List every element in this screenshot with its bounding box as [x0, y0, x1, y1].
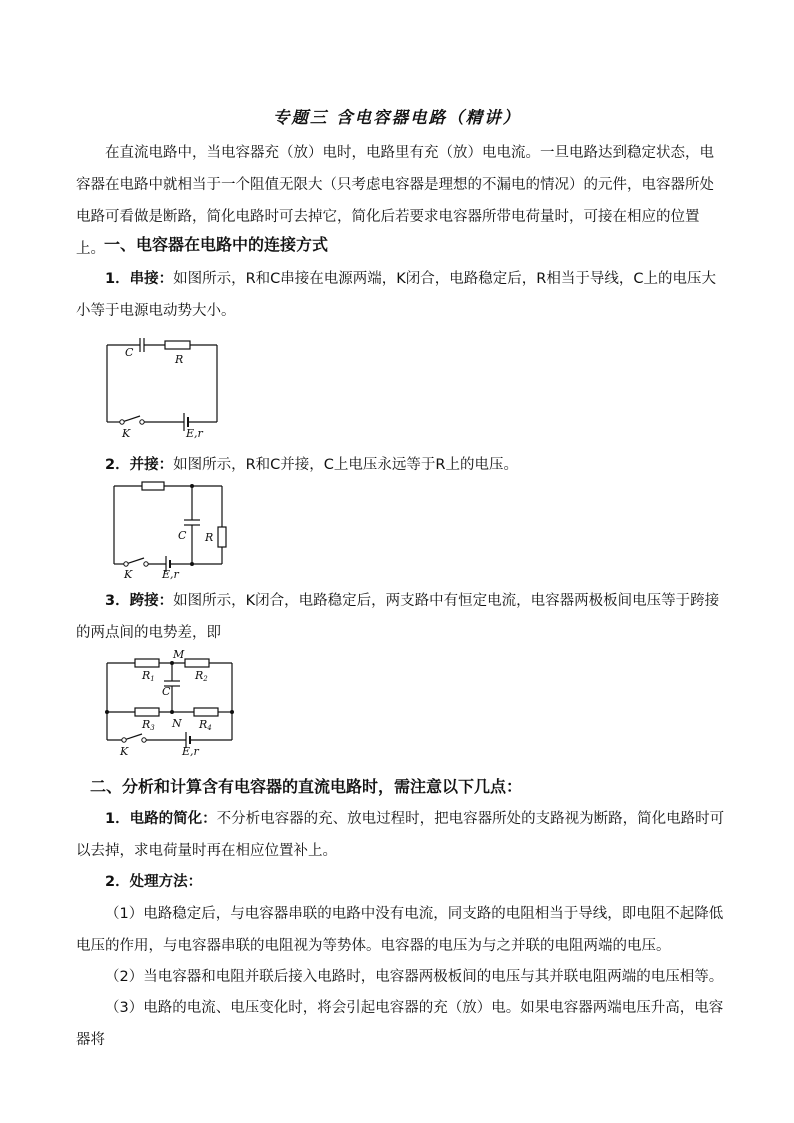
- fig1-label-e: E: [186, 427, 195, 440]
- fig2-label-c: C: [178, 529, 187, 542]
- method-point-1: （1）电路稳定后，与电容器串联的电路中没有电流，同支路的电阻相当于导线，即电阻不起降低电压的作用，与电容器串联的电阻视为等势体。电容器的电压为与之并联的电阻两端的电压。: [76, 906, 724, 954]
- item-bridge-paragraph: [76, 585, 726, 649]
- fig3-label-c: C: [162, 685, 171, 698]
- item-parallel-lead: 2．并接：: [105, 457, 174, 473]
- parallel-circuit-figure: [108, 480, 233, 585]
- fig3-label-r3-sub: 3: [150, 724, 155, 732]
- fig3-label-n: N: [172, 717, 182, 730]
- item-series-text: 如图所示，R和C串接在电源两端，K闭合，电路稳定后，R相当于导线，C上的电压大小等于电源电动势大小。: [76, 271, 716, 319]
- fig1-label-r: R: [175, 353, 184, 366]
- simplify-paragraph: [76, 803, 726, 867]
- fig2-label-k: K: [124, 568, 133, 581]
- bridge-circuit-figure: [100, 648, 240, 760]
- item-parallel-text: 如图所示，R和C并接，C上电压永远等于R上的电压。: [173, 457, 518, 473]
- item-bridge-text: 如图所示，K闭合，电路稳定后，两支路中有恒定电流，电容器两极板间电压等于跨接的两点间的电势差，即: [76, 593, 720, 641]
- fig2-label-r-internal: ,r: [170, 568, 179, 581]
- fig3-label-r4: R: [199, 718, 208, 731]
- method-heading: [76, 866, 726, 898]
- method-lead: 2．处理方法：: [105, 874, 203, 890]
- item-series-lead: 1．串接：: [105, 271, 174, 287]
- item-bridge-lead: 3．跨接：: [105, 593, 174, 609]
- fig3-label-r1-sub: 1: [150, 675, 155, 683]
- section2-heading: 二、分析和计算含有电容器的直流电路时，需注意以下几点：: [90, 777, 523, 796]
- simplify-text: 不分析电容器的充、放电过程时，把电容器所处的支路视为断路，简化电路时可以去掉，求电荷量时再在相应位置补上。: [76, 811, 725, 859]
- svg-text:E,r: [161, 568, 180, 581]
- svg-text:R4: [198, 718, 212, 732]
- svg-text:R3: [141, 718, 155, 732]
- series-circuit-figure: [100, 336, 225, 441]
- fig3-label-r2: R: [195, 669, 204, 682]
- fig3-label-r-internal: ,r: [190, 745, 199, 758]
- section1-heading: 一、电容器在电路中的连接方式: [104, 235, 329, 254]
- document-title: 专题三 含电容器电路（精讲）: [272, 108, 522, 127]
- fig1-label-k: K: [122, 427, 131, 440]
- fig3-label-r2-sub: 2: [203, 675, 208, 683]
- intro-paragraph: 在直流电路中，当电容器充（放）电时，电路里有充（放）电电流。一旦电路达到稳定状态，电容器在电路中就相当于一个阻值无限大（只考虑电容器是理想的不漏电的情况）的元件，电容器所处电路可看做是断路，简化电路时可去掉它，简化后若要求电容器所带电荷量时，可接在相应的位置上。: [76, 145, 714, 257]
- svg-text:R1: [141, 669, 155, 683]
- svg-text:E,r: [181, 745, 200, 758]
- fig1-label-c: C: [125, 346, 134, 359]
- simplify-lead: 1．电路的简化：: [105, 811, 217, 827]
- fig2-label-r: R: [205, 531, 214, 544]
- svg-text:R2: [194, 669, 208, 683]
- fig3-label-r3: R: [142, 718, 151, 731]
- method-point-3: （3）电路的电流、电压变化时，将会引起电容器的充（放）电。如果电容器两端电压升高，电容器将: [76, 1000, 724, 1048]
- fig3-label-m: M: [173, 648, 185, 661]
- fig3-label-r1: R: [142, 669, 151, 682]
- item-series-paragraph: [76, 263, 726, 327]
- fig2-label-e: E: [162, 568, 171, 581]
- svg-text:E,r: [185, 427, 204, 440]
- fig3-label-e: E: [182, 745, 191, 758]
- fig3-label-r4-sub: 4: [207, 724, 212, 732]
- fig3-label-k: K: [120, 745, 129, 758]
- item-parallel-paragraph: [76, 449, 726, 481]
- method-point-2: （2）当电容器和电阻并联后接入电路时，电容器两极板间的电压与其并联电阻两端的电压相等。: [105, 969, 724, 985]
- fig1-label-r-internal: ,r: [194, 427, 203, 440]
